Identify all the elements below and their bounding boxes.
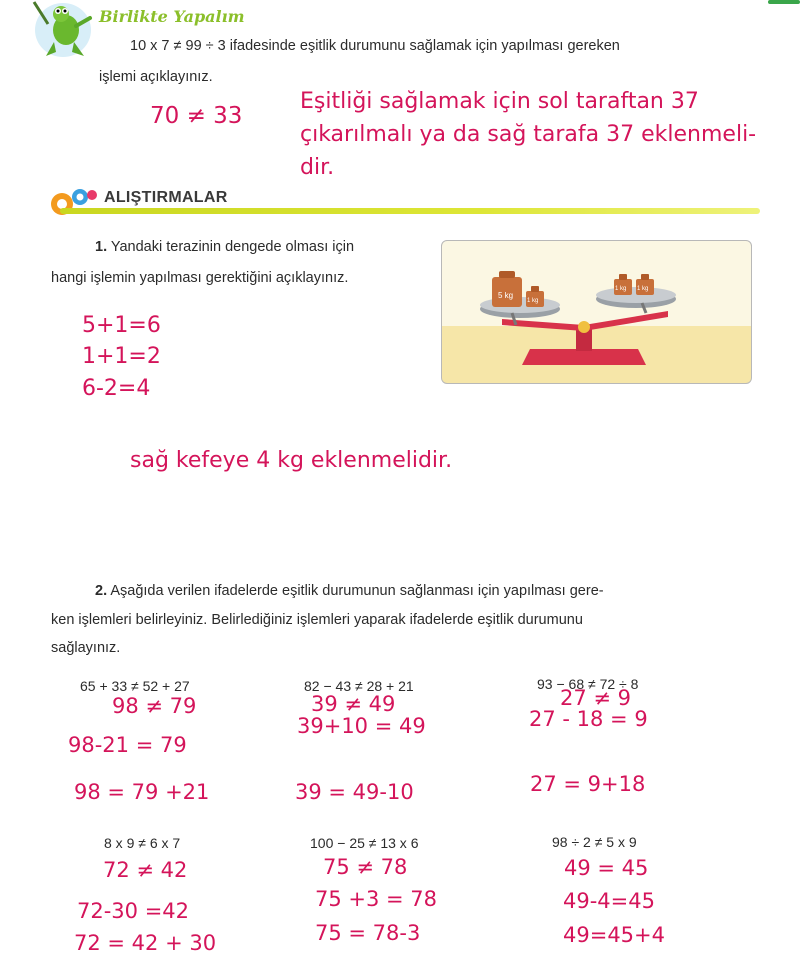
problem-text-line2: işlemi açıklayınız.: [99, 69, 213, 85]
weight-right-a-label: 1 kg: [615, 286, 627, 292]
q2-item6-hw-line1: 49 = 45: [564, 856, 649, 880]
q1-hw-conclusion: sağ kefeye 4 kg eklenmelidir.: [130, 448, 453, 473]
exercises-heading: ALIŞTIRMALAR: [104, 189, 228, 206]
q1-hw-line3: 6-2=4: [82, 376, 151, 401]
q2-text-line1: [95, 583, 604, 599]
q2-item1-hw-line3: 98 = 79 +21: [74, 780, 210, 804]
hw-answer-line3: dir.: [300, 155, 335, 180]
q2-line1: Aşağıda verilen ifadelerde eşitlik durumunun sağlanması için yapılması gere-: [110, 583, 604, 599]
q2-item2-hw-line3: 39 = 49-10: [295, 780, 414, 804]
hw-answer-line1: Eşitliği sağlamak için sol taraftan 37: [300, 89, 699, 114]
balance-scale-illustration: [441, 240, 752, 384]
weight-right-b-label: 1 kg: [637, 286, 649, 292]
heading-underline: [60, 208, 760, 214]
q1-number: 1.: [95, 239, 108, 255]
hw-inequality: 70 ≠ 33: [150, 103, 243, 129]
q2-text-line3: sağlayınız.: [51, 640, 121, 656]
q1-line1: Yandaki terazinin dengede olması için: [110, 239, 355, 255]
q2-text-line2: ken işlemleri belirleyiniz. Belirlediğiniz işlemleri yaparak ifadelerde eşitlik durumunu: [51, 612, 583, 628]
frog-mascot-icon: [28, 0, 98, 62]
q1-text-line1: [95, 239, 354, 255]
q2-item1-hw-line1: 98 ≠ 79: [112, 694, 197, 718]
q2-item4-hw-line3: 72 = 42 + 30: [74, 931, 217, 955]
hw-answer-line2: çıkarılmalı ya da sağ tarafa 37 eklenmeli-: [300, 122, 757, 147]
q2-item5-hw-line1: 75 ≠ 78: [323, 855, 408, 879]
q2-item6-hw-line3: 49=45+4: [563, 923, 665, 947]
q2-item6-hw-line2: 49-4=45: [563, 889, 655, 913]
q1-hw-line2: 1+1=2: [82, 344, 161, 369]
balance-scale-icon: [442, 241, 751, 383]
q2-item5-expression: 100 − 25 ≠ 13 x 6: [310, 835, 419, 851]
q2-number: 2.: [95, 583, 108, 599]
q2-item4-expression: 8 x 9 ≠ 6 x 7: [104, 835, 181, 851]
q2-item2-hw-line1: 39 ≠ 49: [311, 692, 396, 716]
weight-small-left-label: 1 kg: [527, 298, 539, 304]
q2-item1-hw-line2: 98-21 = 79: [68, 733, 187, 757]
q2-item4-hw-line2: 72-30 =42: [77, 899, 190, 923]
weight-big-left-label: 5 kg: [498, 291, 514, 300]
q2-item6-expression: 98 ÷ 2 ≠ 5 x 9: [552, 834, 637, 850]
q1-text-line2: hangi işlemin yapılması gerektiğini açıklayınız.: [51, 270, 349, 286]
q2-item4-hw-line1: 72 ≠ 42: [103, 858, 188, 882]
q2-item1-expression: 65 + 33 ≠ 52 + 27: [80, 678, 190, 694]
q2-item2-hw-line2: 39+10 = 49: [297, 714, 426, 738]
q2-item5-hw-line3: 75 = 78-3: [315, 921, 421, 945]
corner-bar: [768, 0, 800, 4]
problem-text-line1: 10 x 7 ≠ 99 ÷ 3 ifadesinde eşitlik durumunu sağlamak için yapılması gereken: [130, 38, 620, 54]
q2-item2-expression: 82 − 43 ≠ 28 + 21: [304, 678, 414, 694]
section-title: Birlikte Yapalım: [99, 7, 245, 26]
q2-item3-hw-line3: 27 = 9+18: [530, 772, 646, 796]
q2-item3-expression: 93 − 68 ≠ 72 ÷ 8: [537, 676, 639, 692]
q2-item3-hw-line1: 27 ≠ 9: [560, 686, 632, 710]
q1-hw-line1: 5+1=6: [82, 313, 161, 338]
q2-item3-hw-line2: 27 - 18 = 9: [529, 707, 648, 731]
q2-item5-hw-line2: 75 +3 = 78: [315, 887, 438, 911]
